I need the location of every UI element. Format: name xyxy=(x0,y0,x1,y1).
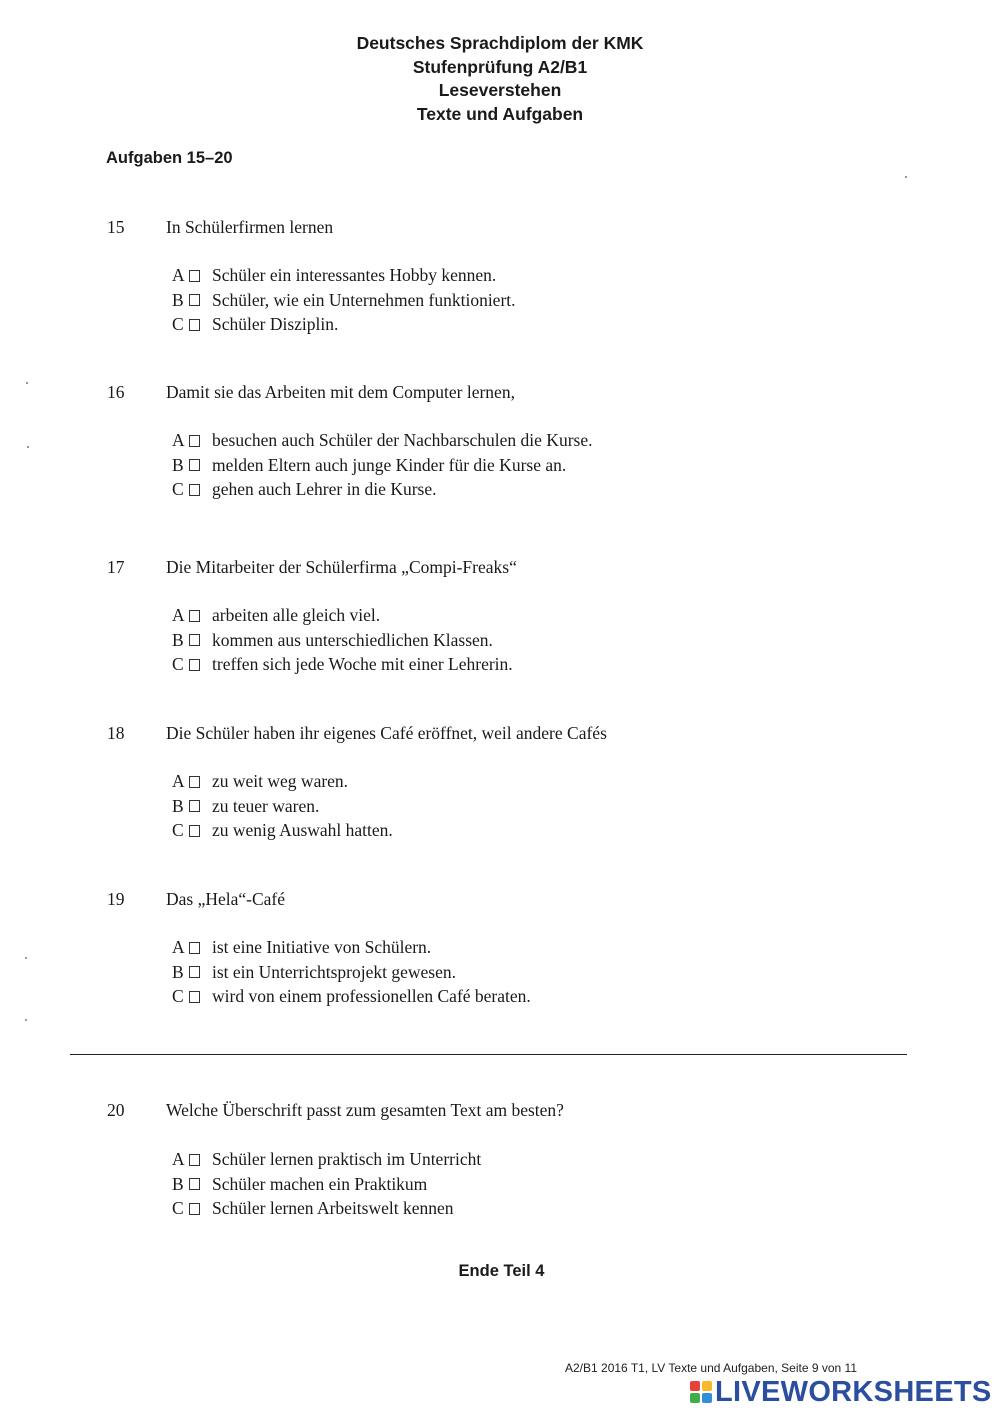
header-line-3: Leseverstehen xyxy=(438,80,562,100)
option-text: wird von einem professionellen Café beraten. xyxy=(212,986,531,1007)
section-title: Aufgaben 15–20 xyxy=(106,149,233,167)
answer-checkbox[interactable] xyxy=(189,484,200,496)
option-letter: C xyxy=(172,314,184,335)
option-letter: B xyxy=(172,629,184,650)
option-text: zu weit weg waren. xyxy=(212,771,349,792)
question-number: 17 xyxy=(107,557,125,577)
answer-checkbox[interactable] xyxy=(189,966,200,978)
option-letter: A xyxy=(172,937,185,958)
question-text: In Schülerfirmen lernen xyxy=(166,217,334,237)
option-text: Schüler ein interessantes Hobby kennen. xyxy=(212,265,497,286)
liveworksheets-logo-icon xyxy=(690,1381,712,1403)
question-text: Welche Überschrift passt zum gesamten Text am besten? xyxy=(166,1100,564,1120)
option-letter: A xyxy=(172,430,185,451)
answer-checkbox[interactable] xyxy=(189,942,200,954)
option-text: ist ein Unterrichtsprojekt gewesen. xyxy=(212,961,456,982)
answer-checkbox[interactable] xyxy=(189,991,200,1003)
option-b[interactable] xyxy=(172,960,531,985)
option-b[interactable] xyxy=(172,453,592,478)
answer-checkbox[interactable] xyxy=(189,610,200,622)
logo-tile-blue xyxy=(702,1393,712,1403)
option-letter: A xyxy=(172,605,185,626)
header-line-2: Stufenprüfung A2/B1 xyxy=(412,56,588,77)
option-letter: C xyxy=(172,820,184,841)
answer-checkbox[interactable] xyxy=(189,825,200,837)
option-text: zu teuer waren. xyxy=(212,795,320,816)
option-text: Schüler lernen praktisch im Unterricht xyxy=(212,1149,482,1170)
liveworksheets-brand[interactable] xyxy=(690,1376,992,1408)
scan-speck xyxy=(26,382,28,384)
option-letter: A xyxy=(172,265,185,286)
option-letter: C xyxy=(172,986,184,1007)
option-b[interactable] xyxy=(172,628,513,653)
logo-tile-yellow xyxy=(702,1381,712,1391)
answer-checkbox[interactable] xyxy=(189,319,200,331)
answer-checkbox[interactable] xyxy=(189,459,200,471)
answer-checkbox[interactable] xyxy=(189,1154,200,1166)
option-text: gehen auch Lehrer in die Kurse. xyxy=(212,479,437,500)
option-letter: C xyxy=(172,479,184,500)
page-header xyxy=(0,32,1000,126)
question-number: 15 xyxy=(107,217,125,237)
scan-speck xyxy=(25,1019,27,1021)
logo-tile-red xyxy=(690,1381,700,1391)
option-text: Schüler lernen Arbeitswelt kennen xyxy=(212,1198,454,1219)
question-number: 16 xyxy=(107,382,125,402)
answer-checkbox[interactable] xyxy=(189,270,200,282)
answer-checkbox[interactable] xyxy=(189,800,200,812)
option-letter: B xyxy=(172,961,184,982)
option-c[interactable] xyxy=(172,312,516,337)
option-text: Schüler machen ein Praktikum xyxy=(212,1173,428,1194)
option-c[interactable] xyxy=(172,984,531,1009)
scan-speck xyxy=(27,446,29,448)
question-text: Die Mitarbeiter der Schülerfirma „Compi-Freaks“ xyxy=(166,557,517,577)
option-list xyxy=(172,1147,481,1221)
question-number: 18 xyxy=(107,723,125,743)
option-letter: B xyxy=(172,289,184,310)
option-letter: A xyxy=(172,1149,185,1170)
option-b[interactable] xyxy=(172,794,393,819)
option-c[interactable] xyxy=(172,818,393,843)
option-letter: B xyxy=(172,1173,184,1194)
brand-name: LIVEWORKSHEETS xyxy=(715,1375,992,1408)
option-b[interactable] xyxy=(172,288,516,313)
header-line-4: Texte und Aufgaben xyxy=(416,103,584,124)
option-a[interactable] xyxy=(172,263,516,288)
end-label: Ende Teil 4 xyxy=(458,1262,545,1280)
page-footer: A2/B1 2016 T1, LV Texte und Aufgaben, Seite 9 von 11 xyxy=(565,1361,858,1375)
option-list xyxy=(172,769,393,843)
header-line-1: Deutsches Sprachdiplom der KMK xyxy=(356,33,644,53)
option-a[interactable] xyxy=(172,935,531,960)
option-list xyxy=(172,263,516,337)
option-letter: B xyxy=(172,454,184,475)
option-list xyxy=(172,428,592,502)
question-number: 20 xyxy=(107,1100,125,1120)
option-text: arbeiten alle gleich viel. xyxy=(212,605,381,626)
option-text: besuchen auch Schüler der Nachbarschulen die Kurse. xyxy=(212,430,593,451)
option-text: melden Eltern auch junge Kinder für die Kurse an. xyxy=(212,454,567,475)
question-text: Die Schüler haben ihr eigenes Café eröffnet, weil andere Cafés xyxy=(166,723,607,743)
option-list xyxy=(172,603,513,677)
option-text: Schüler Disziplin. xyxy=(212,314,339,335)
answer-checkbox[interactable] xyxy=(189,634,200,646)
option-b[interactable] xyxy=(172,1172,481,1197)
option-a[interactable] xyxy=(172,428,592,453)
option-letter: C xyxy=(172,654,184,675)
answer-checkbox[interactable] xyxy=(189,776,200,788)
answer-checkbox[interactable] xyxy=(189,1178,200,1190)
question-number: 19 xyxy=(107,889,125,909)
option-a[interactable] xyxy=(172,1147,481,1172)
question-text: Damit sie das Arbeiten mit dem Computer lernen, xyxy=(166,382,515,402)
option-text: kommen aus unterschiedlichen Klassen. xyxy=(212,629,493,650)
option-letter: C xyxy=(172,1198,184,1219)
option-a[interactable] xyxy=(172,769,393,794)
option-c[interactable] xyxy=(172,652,513,677)
scan-speck xyxy=(905,176,907,178)
option-c[interactable] xyxy=(172,1196,481,1221)
answer-checkbox[interactable] xyxy=(189,294,200,306)
option-c[interactable] xyxy=(172,477,592,502)
logo-tile-green xyxy=(690,1393,700,1403)
option-text: zu wenig Auswahl hatten. xyxy=(212,820,393,841)
option-list xyxy=(172,935,531,1009)
option-letter: B xyxy=(172,795,184,816)
answer-checkbox[interactable] xyxy=(189,659,200,671)
option-text: Schüler, wie ein Unternehmen funktioniert. xyxy=(212,289,516,310)
section-divider xyxy=(70,1054,907,1055)
option-a[interactable] xyxy=(172,603,513,628)
option-letter: A xyxy=(172,771,185,792)
question-text: Das „Hela“-Café xyxy=(166,889,286,909)
scan-speck xyxy=(25,957,27,959)
answer-checkbox[interactable] xyxy=(189,1203,200,1215)
option-text: ist eine Initiative von Schülern. xyxy=(212,937,432,958)
answer-checkbox[interactable] xyxy=(189,435,200,447)
option-text: treffen sich jede Woche mit einer Lehrerin. xyxy=(212,654,513,675)
